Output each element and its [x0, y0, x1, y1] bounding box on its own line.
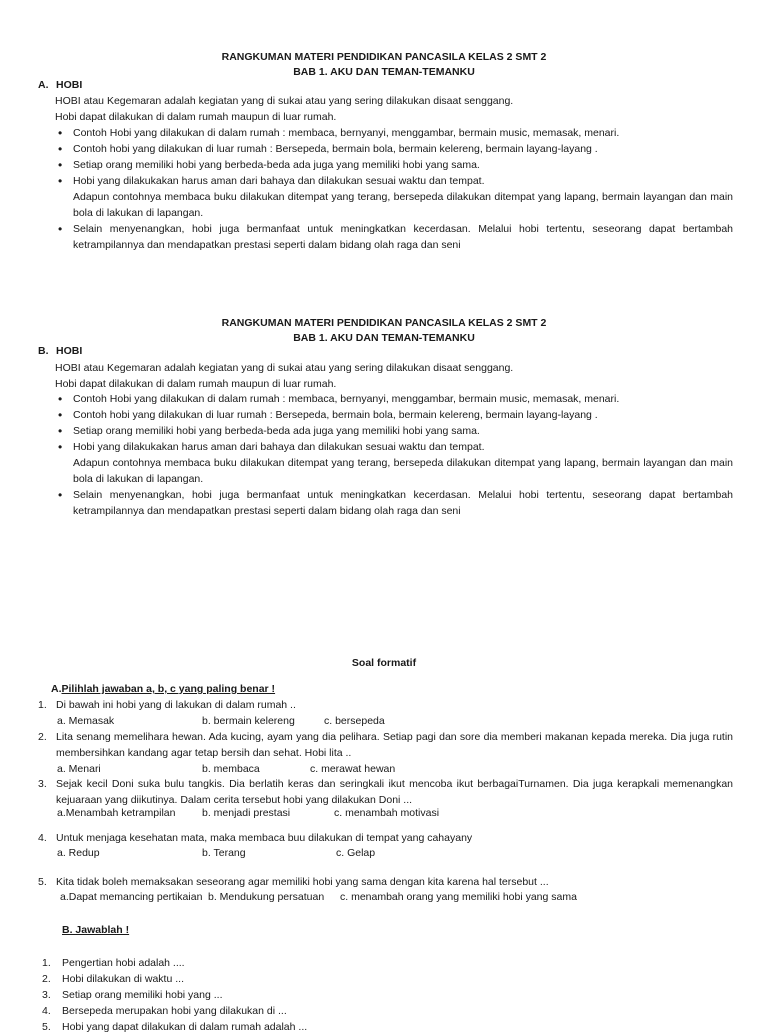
section2-title-line2: BAB 1. AKU DAN TEMAN-TEMANKU [293, 332, 475, 344]
essay-text: Hobi yang dapat dilakukan di dalam rumah adalah ... [62, 1021, 308, 1033]
option-c: c. menambah orang yang memiliki hobi yang sama [340, 891, 577, 903]
section1-heading-text: HOBI [56, 79, 83, 91]
section1-bullet: • Contoh hobi yang dilakukan di luar rumah : Bersepeda, bermain bola, bermain kelereng, bermain layang-layang . [55, 141, 733, 157]
question-4 [38, 830, 733, 846]
section1-heading-letter: A. [38, 79, 49, 91]
part-a-instruction: Pilihlah jawaban a, b, c yang paling benar ! [61, 683, 276, 695]
section2-bullet: • Contoh hobi yang dilakukan di luar rumah : Bersepeda, bermain bola, bermain kelereng, bermain layang-layang . [55, 407, 733, 423]
question-5 [38, 874, 733, 890]
section2-heading-letter: B. [38, 345, 49, 357]
question-number: 4. [38, 832, 47, 844]
option-a: a. Memasak [57, 715, 115, 727]
essay-text: Setiap orang memiliki hobi yang ... [62, 989, 223, 1001]
question-text: Sejak kecil Doni suka bulu tangkis. Dia berlatih keras dan seringkali ikut mencoba ikut berbagaiTurnamen. Dia juga kerapkali memenangkan kejuaraan yang diikutinya. Dalam cerita tersebut hobi yang dilakukan Doni ... [56, 778, 733, 806]
section1-paragraph-2: Hobi dapat dilakukan di dalam rumah maupun di luar rumah. [55, 111, 337, 123]
question-text: Kita tidak boleh memaksakan seseorang agar memiliki hobi yang sama dengan kita karena hal tersebut ... [56, 876, 549, 888]
option-c: c. bersepeda [324, 715, 385, 727]
section2-heading [38, 344, 82, 358]
section2-paragraph-2: Hobi dapat dilakukan di dalam rumah maupun di luar rumah. [55, 378, 337, 390]
essay-number: 5. [42, 1021, 51, 1033]
section2-bullet-list [55, 391, 733, 519]
part-a-heading [51, 682, 275, 696]
option-a: a.Dapat memancing pertikaian [60, 891, 203, 903]
section2-bullet: • Hobi yang dilakukakan harus aman dari bahaya dan dilakukan sesuai waktu dan tempat. [55, 439, 733, 455]
option-b: b. bermain kelereng [202, 715, 295, 727]
question-text: Untuk menjaga kesehatan mata, maka membaca buu dilakukan di tempat yang cahayany [56, 832, 473, 844]
essay-number: 2. [42, 973, 51, 985]
question-number: 5. [38, 876, 47, 888]
section1-paragraph-1: HOBI atau Kegemaran adalah kegiatan yang di sukai atau yang sering dilakukan disaat senggang. [55, 95, 514, 107]
question-number: 3. [38, 778, 47, 790]
essay-number: 4. [42, 1005, 51, 1017]
section2-bullet: • Selain menyenangkan, hobi juga bermanfaat untuk meningkatkan kecerdasan. Melalui hobi tertentu, seseorang dapat bertambah ketrampilannya dan mendapatkan prestasi seperti dalam bidang olah raga dan seni [55, 487, 733, 519]
section2-heading-text: HOBI [56, 345, 83, 357]
section1-bullet: • Selain menyenangkan, hobi juga bermanfaat untuk meningkatkan kecerdasan. Melalui hobi tertentu, seseorang dapat bertambah ketrampilannya dan mendapatkan prestasi seperti dalam bidang olah raga dan seni [55, 221, 733, 253]
section2-paragraph-1: HOBI atau Kegemaran adalah kegiatan yang di sukai atau yang sering dilakukan disaat senggang. [55, 362, 514, 374]
question-text: Lita senang memelihara hewan. Ada kucing, ayam yang dia pelihara. Setiap pagi dan sore dia memberi makanan kepada mereka. Dia juga rutin membersihkan kandang agar tetap bersih dan sehat. Hobi lita .. [56, 731, 733, 759]
section2-bullet-continuation: Adapun contohnya membaca buku dilakukan ditempat yang terang, bersepeda dilakukan ditempat yang lapang, bermain layangan dan main bola di lakukan di lapangan. [73, 457, 733, 485]
option-a: a. Redup [57, 847, 100, 859]
option-a: a. Menari [57, 763, 101, 775]
part-b-heading: B. Jawablah ! [62, 924, 130, 936]
option-a: a.Menambah ketrampilan [57, 807, 176, 819]
section1-bullet: • Hobi yang dilakukakan harus aman dari bahaya dan dilakukan sesuai waktu dan tempat. [55, 173, 733, 189]
option-b: b. menjadi prestasi [202, 807, 291, 819]
section2-bullet: • Contoh Hobi yang dilakukan di dalam rumah : membaca, bernyanyi, menggambar, bermain music, memasak, menari. [55, 391, 733, 407]
section1-heading [38, 78, 82, 92]
section1-title-line1: RANGKUMAN MATERI PENDIDIKAN PANCASILA KELAS 2 SMT 2 [221, 51, 547, 63]
option-b: b. membaca [202, 763, 260, 775]
question-1 [38, 697, 733, 713]
essay-text: Bersepeda merupakan hobi yang dilakukan di ... [62, 1005, 287, 1017]
essay-text: Pengertian hobi adalah .... [62, 957, 185, 969]
section1-bullet: • Setiap orang memiliki hobi yang berbeda-beda ada juga yang memiliki hobi yang sama. [55, 157, 733, 173]
section1-bullet: • Contoh Hobi yang dilakukan di dalam rumah : membaca, bernyanyi, menggambar, bermain music, memasak, menari. [55, 125, 733, 141]
question-number: 2. [38, 731, 47, 743]
question-text: Di bawah ini hobi yang di lakukan di dalam rumah .. [56, 699, 296, 711]
question-number: 1. [38, 699, 47, 711]
question-3 [38, 776, 733, 808]
option-c: c. Gelap [336, 847, 376, 859]
option-b: b. Mendukung persatuan [208, 891, 325, 903]
section2-title-line1: RANGKUMAN MATERI PENDIDIKAN PANCASILA KELAS 2 SMT 2 [221, 317, 547, 329]
section1-bullet-list [55, 125, 733, 253]
option-c: c. merawat hewan [310, 763, 396, 775]
option-c: c. menambah motivasi [334, 807, 440, 819]
question-2 [38, 729, 733, 761]
part-a-letter: A. [51, 683, 62, 695]
essay-number: 3. [42, 989, 51, 1001]
essay-text: Hobi dilakukan di waktu ... [62, 973, 184, 985]
section1-title-line2: BAB 1. AKU DAN TEMAN-TEMANKU [293, 66, 475, 78]
quiz-title: Soal formatif [351, 657, 417, 669]
essay-number: 1. [42, 957, 51, 969]
option-b: b. Terang [202, 847, 246, 859]
section2-bullet: • Setiap orang memiliki hobi yang berbeda-beda ada juga yang memiliki hobi yang sama. [55, 423, 733, 439]
section1-bullet-continuation: Adapun contohnya membaca buku dilakukan ditempat yang terang, bersepeda dilakukan ditempat yang lapang, bermain layangan dan main bola di lakukan di lapangan. [73, 191, 733, 219]
